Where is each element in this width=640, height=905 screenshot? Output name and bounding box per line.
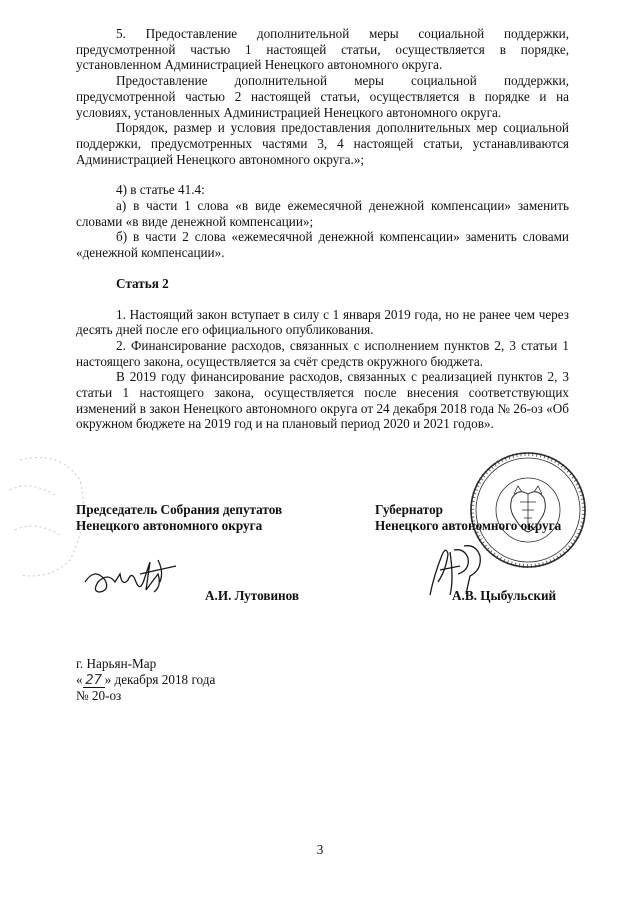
article-2-p1: 1. Настоящий закон вступает в силу с 1 января 2019 года, но не ранее чем через десять дней после его официального опубликования. <box>76 306 569 338</box>
paragraph-5: 5. Предоставление дополнительной меры социальной поддержки, предусмотренной частью 1 настоящей статьи, осуществляется в порядке, установленном Администрацией Ненецкого автономного округа. <box>76 26 569 73</box>
article-2-p2: 2. Финансирование расходов, связанных с исполнением пунктов 2, 3 статьи 1 настоящего закона, осуществляется за счёт средств окружного бюджета. <box>76 337 569 369</box>
date-rest: » декабря 2018 года <box>104 671 216 687</box>
signatory-left-title <box>76 502 282 533</box>
amendment-item-b: б) в части 2 слова «ежемесячной денежной компенсации» заменить словами «денежной компенсации». <box>76 229 569 261</box>
article-2-p3: В 2019 году финансирование расходов, связанных с реализацией пунктов 2, 3 статьи 1 настоящего закона, осуществляется после внесения соответствующих изменений в закон Ненецкого автономного округа от 24 декабря 2018 года № 26-оз «Об окружном бюджете на 2019 год и на плановый период 2020 и 2021 годов». <box>76 369 569 432</box>
signatory-left-title-line1: Председатель Собрания депутатов <box>76 502 283 517</box>
signatory-right-name: А.В. Цыбульский <box>452 588 557 603</box>
signature-lutovinov-icon <box>80 552 190 602</box>
amendment-intro: 4) в статье 41.4: <box>116 182 205 198</box>
date-open-quote: « <box>76 671 83 687</box>
page-number: 3 <box>316 842 324 857</box>
document-footer <box>76 656 215 703</box>
signatory-right-title-line1: Губернатор <box>375 502 443 517</box>
amendment-item-a: а) в части 1 слова «в виде ежемесячной денежной компенсации» заменить словами «в виде денежной компенсации»; <box>76 198 569 229</box>
signatory-right-title-line2: Ненецкого автономного округа <box>375 517 562 533</box>
city-line: г. Нарьян-Мар <box>76 656 157 671</box>
paragraph-procedure: Порядок, размер и условия предоставления дополнительных мер социальной поддержки, предусмотренных частями 3, 4 настоящей статьи, устанавливаются Администрацией Ненецкого автономного округа.»; <box>76 120 569 167</box>
article-2-heading: Статья 2 <box>116 275 169 291</box>
law-number: № 20-оз <box>76 687 122 703</box>
paragraph-part2: Предоставление дополнительной меры социальной поддержки, предусмотренной частью 2 настоящей статьи, осуществляется в порядке и на условиях, установленных Администрацией Ненецкого автономного округа. <box>76 73 569 120</box>
date-day-handwritten: 27 <box>83 674 105 688</box>
signatory-left-title-line2: Ненецкого автономного округа <box>76 517 263 533</box>
signatory-left-name: А.И. Лутовинов <box>205 588 300 603</box>
date-line <box>76 672 215 688</box>
document-body <box>76 26 569 432</box>
